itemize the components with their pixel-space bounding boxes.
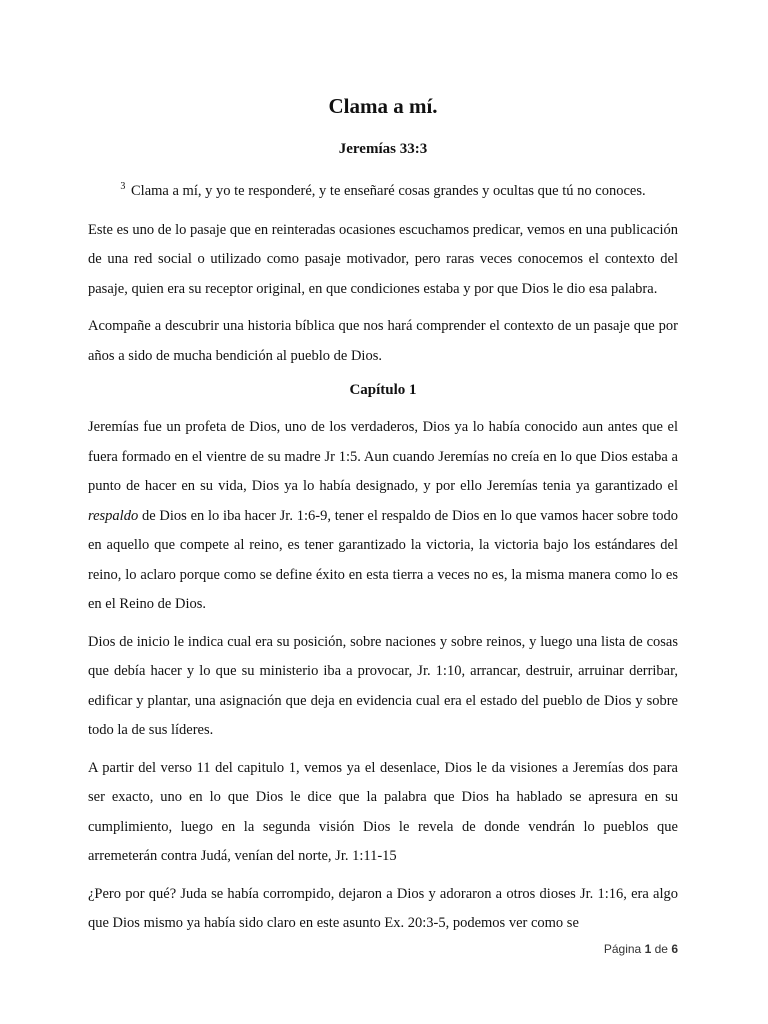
verse-number: 3	[120, 181, 126, 192]
page-number: 1	[644, 942, 652, 956]
paragraph-text: de Dios en lo iba hacer Jr. 1:6-9, tener el respaldo de Dios en lo que vamos hacer sobre todo en aquello que compete al reino, es tener garantizado la victoria, la victoria bajo los estándares del reino, lo aclaro porque como se define éxito en esta tierra a veces no es, la misma manera como lo es en el Reino de Dios.	[88, 507, 678, 613]
page-label: Página	[603, 942, 642, 956]
total-pages: 6	[671, 942, 678, 956]
paragraph-text: Jeremías fue un profeta de Dios, uno de los verdaderos, Dios ya lo había conocido aun antes que el fuera formado en el vientre de su madre Jr 1:5. Aun cuando Jeremías no creía en lo que Dios estaba a punto de hacer en su vida, Dios ya lo había designado, y por ello Jeremías tenia ya garantizado el	[88, 419, 678, 495]
scripture-reference: Jeremías 33:3	[338, 141, 428, 157]
chapter-heading: Capítulo 1	[349, 382, 417, 399]
page-title: Clama a mí.	[328, 94, 438, 118]
paragraph-position: Dios de inicio le indica cual era su posición, sobre naciones y sobre reinos, y luego una lista de cosas que debía hacer y lo que su ministerio iba a provocar, Jr. 1:10, arrancar, destruir, arruinar derribar, edificar y plantar, una asignación que deja en evidencia cual era el estado del pueblo de Dios y sobre todo la de sus líderes.	[88, 633, 678, 739]
verse-text	[88, 176, 678, 202]
page-content	[88, 92, 678, 947]
of-label: de	[654, 942, 668, 956]
verse-body: Clama a mí, y yo te responderé, y te enseñaré cosas grandes y ocultas que tú no conoces.	[131, 182, 646, 199]
paragraph-why: ¿Pero por qué? Juda se había corrompido, dejaron a Dios y adoraron a otros dioses Jr. 1:16, era algo que Dios mismo ya había sido claro en este asunto Ex. 20:3-5, podemos ver como se	[88, 885, 678, 932]
page-footer	[604, 942, 678, 956]
paragraph-invitation: Acompañe a descubrir una historia bíblica que nos hará comprender el contexto de un pasaje que por años a sido de mucha bendición al pueblo de Dios.	[88, 318, 678, 364]
paragraph-jeremiah-calling	[88, 413, 678, 620]
emphasis-text: respaldo	[88, 507, 139, 524]
paragraph-intro: Este es uno de lo pasaje que en reinteradas ocasiones escuchamos predicar, vemos en una publicación de una red social o utilizado como pasaje motivador, pero raras veces conocemos el contexto del pasaje, quien era su receptor original, en que condiciones estaba y por que Dios le dio esa palabra.	[88, 221, 678, 297]
paragraph-visions: A partir del verso 11 del capitulo 1, vemos ya el desenlace, Dios le da visiones a Jeremías dos para ser exacto, uno en lo que Dios le dice que la palabra que Dios ha hablado se apresura en su cumplimiento, luego en la segunda visión Dios le revela de donde vendrán lo pueblos que arremeterán contra Judá, venían del norte, Jr. 1:11-15	[88, 759, 678, 865]
